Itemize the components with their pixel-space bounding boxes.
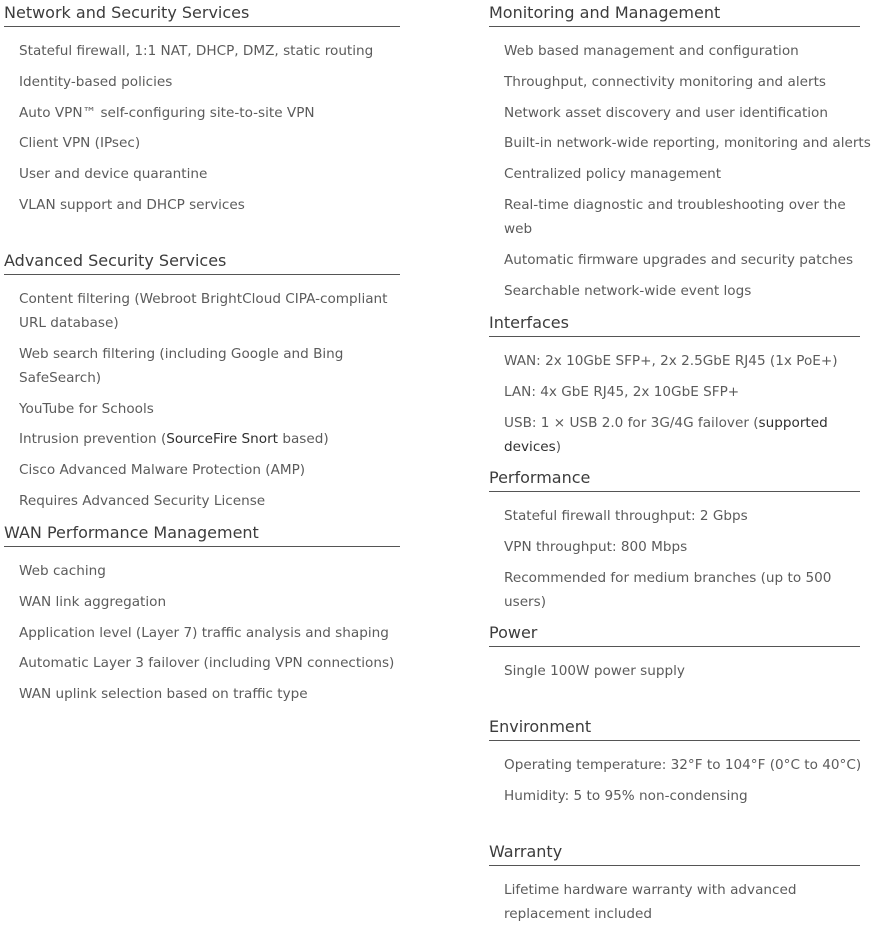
feature-list — [4, 547, 400, 713]
environment-section — [489, 714, 861, 815]
list-item: Network asset discovery and user identification — [504, 104, 828, 121]
list-item: LAN: 4x GbE RJ45, 2x 10GbE SFP+ — [504, 383, 740, 400]
list-item: Automatic firmware upgrades and security patches — [504, 251, 854, 268]
power-section — [489, 620, 860, 690]
interfaces-section — [489, 310, 877, 465]
list-item: YouTube for Schools — [19, 400, 154, 417]
list-item — [19, 427, 414, 458]
list-item: Web caching — [19, 563, 106, 579]
item-text: Intrusion prevention ( — [19, 431, 167, 448]
list-item: Client VPN (IPsec) — [19, 135, 141, 152]
monitoring-management-section — [489, 0, 877, 309]
network-security-section — [4, 0, 400, 224]
feature-list — [489, 27, 877, 309]
list-item: Requires Advanced Security License — [19, 492, 266, 509]
section-title: Warranty — [489, 839, 860, 866]
advanced-security-section — [4, 248, 414, 520]
list-item: Stateful firewall, 1:1 NAT, DHCP, DMZ, static routing — [19, 43, 374, 59]
list-item: Cisco Advanced Malware Protection (AMP) — [19, 462, 306, 479]
list-item: Content filtering (Webroot BrightCloud CIPA-compliant URL database) — [19, 291, 388, 331]
list-item: Application level (Layer 7) traffic analysis and shaping — [19, 624, 389, 641]
feature-list — [489, 492, 877, 620]
feature-list — [489, 647, 860, 690]
warranty-section — [489, 839, 877, 933]
list-item: Real-time diagnostic and troubleshooting over the web — [504, 196, 846, 237]
list-item: WAN uplink selection based on traffic type — [19, 686, 308, 703]
section-title: Monitoring and Management — [489, 0, 860, 27]
list-item: Auto VPN™ self-configuring site-to-site VPN — [19, 104, 315, 121]
section-title: Environment — [489, 714, 860, 741]
feature-list — [4, 275, 414, 520]
section-title: Network and Security Services — [4, 0, 400, 27]
section-title: WAN Performance Management — [4, 520, 400, 547]
list-item: User and device quarantine — [19, 166, 208, 183]
section-title: Power — [489, 620, 860, 647]
list-item: Web search filtering (including Google and Bing SafeSearch) — [19, 345, 344, 386]
item-text: ) — [555, 438, 562, 455]
list-item: Humidity: 5 to 95% non-condensing — [504, 787, 748, 804]
section-title: Performance — [489, 465, 860, 492]
list-item: VPN throughput: 800 Mbps — [504, 538, 688, 555]
feature-list — [489, 741, 861, 815]
performance-section — [489, 465, 877, 620]
section-title: Advanced Security Services — [4, 248, 400, 275]
list-item: Stateful firewall throughput: 2 Gbps — [504, 508, 748, 524]
supported-devices-link[interactable]: supported devices — [504, 414, 828, 455]
list-item: Operating temperature: 32°F to 104°F (0°C to 40°C) — [504, 757, 862, 773]
list-item: Searchable network-wide event logs — [504, 282, 752, 299]
list-item: Throughput, connectivity monitoring and alerts — [504, 73, 826, 90]
section-title: Interfaces — [489, 310, 860, 337]
list-item: Built-in network-wide reporting, monitoring and alerts — [504, 135, 871, 152]
list-item: Recommended for medium branches (up to 500 users) — [504, 569, 832, 610]
list-item: WAN: 2x 10GbE SFP+, 2x 2.5GbE RJ45 (1x PoE+) — [504, 353, 838, 369]
list-item — [504, 411, 877, 466]
list-item: Automatic Layer 3 failover (including VPN connections) — [19, 655, 395, 672]
feature-list — [4, 27, 400, 224]
item-text: USB: 1 × USB 2.0 for 3G/4G failover ( — [504, 414, 759, 431]
list-item: WAN link aggregation — [19, 593, 167, 610]
sourcefire-snort-link[interactable]: SourceFire Snort — [166, 431, 278, 448]
list-item: Centralized policy management — [504, 166, 722, 183]
list-item: Web based management and configuration — [504, 43, 799, 59]
list-item: Identity-based policies — [19, 73, 173, 90]
feature-list — [489, 337, 877, 465]
list-item: Single 100W power supply — [504, 663, 685, 679]
feature-list — [489, 866, 877, 933]
list-item: VLAN support and DHCP services — [19, 196, 245, 213]
list-item: Lifetime hardware warranty with advanced replacement included — [504, 882, 797, 922]
wan-performance-section — [4, 520, 400, 713]
item-text: based) — [278, 431, 329, 448]
